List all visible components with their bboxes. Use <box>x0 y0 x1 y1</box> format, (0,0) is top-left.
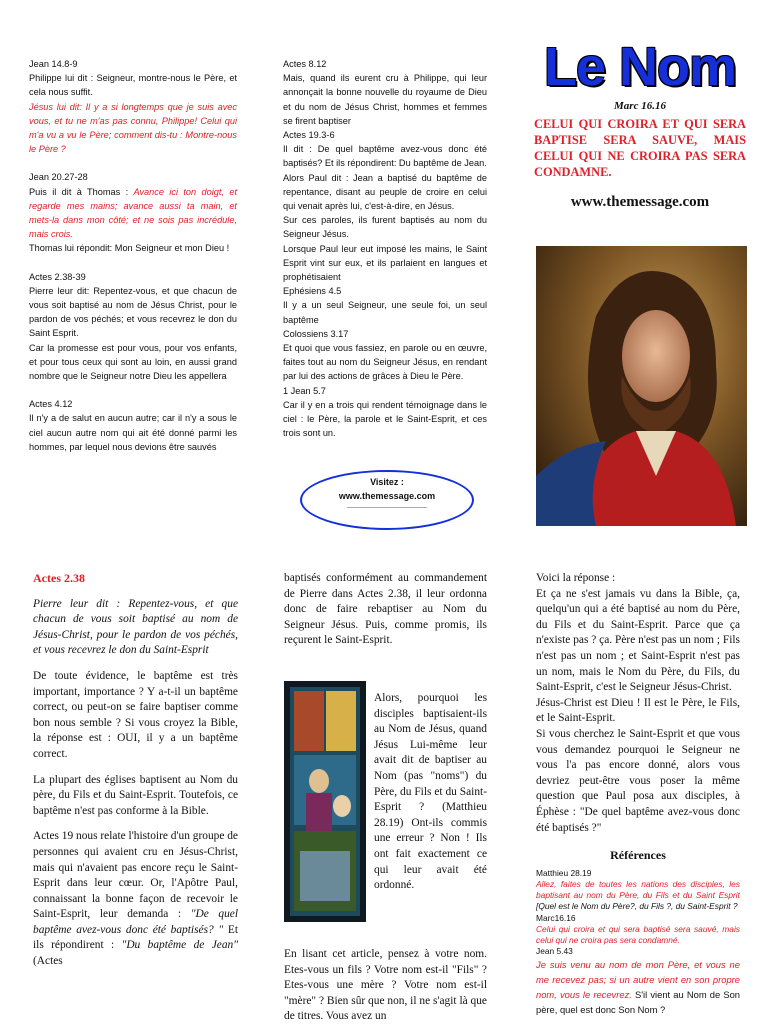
verse-text: Il dit : De quel baptême avez-vous donc été baptisés? Et ils répondirent: Du baptême de Jean. <box>283 144 487 169</box>
column-5 <box>284 571 487 649</box>
verse-text: Sur ces paroles, ils furent baptisés au nom du Seigneur Jésus. <box>283 215 487 240</box>
ref-text: Allez, faites de toutes les nations des disciples, les baptisant au nom du Père, du Fils et du Saint Esprit [Quel est le Nom du Père?, du Fils ?, du Saint-Esprit ? <box>536 878 740 912</box>
column-2 <box>283 57 487 440</box>
visit-oval[interactable] <box>300 470 474 530</box>
paragraph: Voici la réponse : <box>536 572 616 584</box>
paragraph: Actes 19 nous relate l'histoire d'un groupe de personnes qui avaient cru en Jésus-Christ, mais qui n'avaient pas encore reçu le Saint-Esprit dans leur cœur. Or, l'Apôtre Paul, connaissant la bonne façon de recevoir le Saint-Esprit, leur demanda : "De quel baptême avez-vous donc été baptisés? " Et ils répondirent : "Du baptême de Jean" (Actes <box>33 830 238 968</box>
column-6 <box>536 571 740 1017</box>
verse-text: Alors Paul dit : Jean a baptisé du baptême de repentance, disant au peuple de croire en celui qui venait après lui, c'est-à-dire, en Jésus. <box>283 172 487 212</box>
ref-actes-8: Actes 8.12 <box>283 59 327 69</box>
portrait-svg <box>536 246 747 526</box>
verse-text: Et quoi que vous fassiez, en parole ou en œuvre, faites tout au nom du Seigneur Jésus, en rendant par lui des actions de grâces à Dieu le Père. <box>283 343 487 382</box>
ref-marc: Marc16.16 <box>536 912 576 923</box>
paragraph: baptisés conformément au commandement de Pierre dans Actes 2.38, il leur ordonna donc de faire rebaptiser au Nom du Seigneur Jésus. Puis, comme promis, ils reçurent le Saint-Esprit. <box>284 572 487 647</box>
stained-glass-image <box>284 681 366 922</box>
column-5-wrap <box>374 691 487 894</box>
verse-text: Philippe lui dit : Seigneur, montre-nous le Père, et cela nous suffit. <box>29 73 237 98</box>
ref-actes-2: Actes 2.38-39 <box>29 271 86 282</box>
paragraph: Alors, pourquoi les disciples baptisaient-ils au Nom de Jésus, quand Jésus Lui-même leur avait dit de baptiser au Nom (pas "noms") du Père, du Fils et du Saint-Esprit ? (Matthieu 28.19) Ont-ils commis une erreur ? Non ! Ils ont fait exactement ce qui leur avait été ordonné. <box>374 692 487 892</box>
ref-text: Celui qui croira et qui sera baptisé sera sauvé, mais celui qui ne croira pas sera condamné. <box>536 923 740 945</box>
references-list <box>536 868 740 1018</box>
ref-colossiens: Colossiens 3.17 <box>283 328 349 339</box>
paragraph: Jésus-Christ est Dieu ! Il est le Père, le Fils, et le Saint-Esprit. <box>536 696 740 725</box>
ref-matthieu: Matthieu 28.19 <box>536 867 592 878</box>
ref-text: Je suis venu au nom de mon Père, et vous ne me recevez pas; si un autre vient en son propre nom, vous le recevrez. S'il vient au Nom de Son père, quel est donc Son Nom ? <box>536 959 740 1016</box>
cover <box>534 37 746 211</box>
ref-1-jean: 1 Jean 5.7 <box>283 385 326 396</box>
section-heading: Actes 2.38 <box>33 571 85 585</box>
stained-glass-svg <box>284 681 366 922</box>
quote-text: Pierre leur dit : Repentez-vous, et que chacun de vous soit baptisé au nom de Jésus-Christ, pour le pardon de vos péchés, et vous recevrez le don du Saint-Esprit <box>33 597 238 657</box>
column-4 <box>33 571 238 970</box>
ref-actes-19: Actes 19.3-6 <box>283 130 335 141</box>
jesus-portrait-image <box>536 246 747 526</box>
column-5-tail <box>284 947 487 1025</box>
cover-ref: Marc 16.16 <box>614 100 666 112</box>
verse-text-red: Jésus lui dit: Il y a si longtemps que je suis avec vous, et tu ne m'as pas connu, Philippe! Celui qui m'a vu a vu le Père; comment dis-tu : Montre-nous le Père ? <box>29 101 237 155</box>
verse-text: Puis il dit à Thomas : Avance ici ton doigt, et regarde mes mains; avance aussi ta main, et mets-la dans mon côté; et ne sois pas incrédule, mais crois. <box>29 186 237 240</box>
verse-text: Il y a un seul Seigneur, une seule foi, un seul baptême <box>283 300 487 325</box>
ref-ephesiens: Ephésiens 4.5 <box>283 286 342 297</box>
cover-url[interactable]: www.themessage.com <box>570 194 710 210</box>
verse-text: Car il y en a trois qui rendent témoignage dans le ciel : le Père, la parole et le Saint-Esprit, et ces trois sont un. <box>283 399 487 439</box>
verse-text: Thomas lui répondit: Mon Seigneur et mon Dieu ! <box>29 243 230 254</box>
verse-text: Pierre leur dit: Repentez-vous, et que chacun de vous soit baptisé au nom de Jésus Christ, pour le pardon de vos péchés; et vous recevrez le don du Saint Esprit. <box>29 285 237 339</box>
ref-jean-14: Jean 14.8-9 <box>29 59 78 69</box>
verse-text: Mais, quand ils eurent cru à Philippe, qui leur annonçait la bonne nouvelle du royaume de Dieu et du nom de Jésus Christ, hommes et femmes se firent baptiser <box>283 73 487 126</box>
ref-jean: Jean 5.43 <box>536 946 573 957</box>
visit-url[interactable]: www.themessage.com <box>338 491 436 501</box>
paragraph: Et ça ne s'est jamais vu dans la Bible, ça, quelqu'un qui a été baptisé au nom du Père, du Fils et du Saint-Esprit. Parce que ça n'existe pas ? ça. Père n'est pas un nom ; Fils n'est pas un nom ; et Saint-Esprit n'est pas un nom, mais le Nom du Père, du Fils, du Saint-Esprit, c'est le Seigneur Jésus-Christ. <box>536 587 740 694</box>
cover-title: Le Nom <box>543 37 737 97</box>
column-1 <box>29 57 237 454</box>
verse-text: Car la promesse est pour vous, pour vos enfants, et pour tous ceux qui sont au loin, en aussi grand nombre que le Seigneur notre Dieu les appellera <box>29 342 237 382</box>
cover-tagline: CELUI QUI CROIRA ET QUI SERA BAPTISE SERA SAUVE, MAIS CELUI QUI NE CROIRA PAS SERA CONDAMNE. <box>534 117 746 179</box>
ref-actes-4: Actes 4.12 <box>29 399 73 410</box>
paragraph: Si vous cherchez le Saint-Esprit et que vous vous demandez pourquoi le Seigneur ne vous l'a pas encore donné, alors vous devriez peut-être vous poser la même question que Paul posa aux disciples, à Éphèse : "De quel baptême avez-vous donc été baptisés ?" <box>536 727 740 834</box>
paragraph: De toute évidence, le baptême est très important, importance ? Y a-t-il un baptême correct, ou peut-on se faire baptiser comme bon nous semble ? Si vous croyez la Bible, la réponse est : OUI, il y a un baptême correct. <box>33 669 238 760</box>
visit-underline: ________________ <box>346 499 428 509</box>
verse-text: Lorsque Paul leur eut imposé les mains, le Saint Esprit vint sur eux, et ils parlaient en langues et prophétisaient <box>283 243 487 283</box>
visit-label: Visitez : <box>370 477 404 487</box>
paragraph: La plupart des églises baptisent au Nom du père, du Fils et du Saint-Esprit. Toutefois, ce baptême n'est pas conforme à la Bible. <box>33 773 238 817</box>
verse-text: Il n'y a de salut en aucun autre; car il n'y a sous le ciel aucun autre nom qui ait été donné parmi les hommes, par lequel nous devions être sauvés <box>29 413 237 452</box>
ref-jean-20: Jean 20.27-28 <box>29 172 88 183</box>
paragraph: En lisant cet article, pensez à votre nom. Etes-vous un fils ? Votre nom est-il "Fils" ? Etes-vous une mère ? Votre nom est-il "mère" ? Bien sûr que non, il ne s'agit là que de titres. Vous avez un <box>284 948 487 1023</box>
references-heading: Références <box>610 848 666 863</box>
